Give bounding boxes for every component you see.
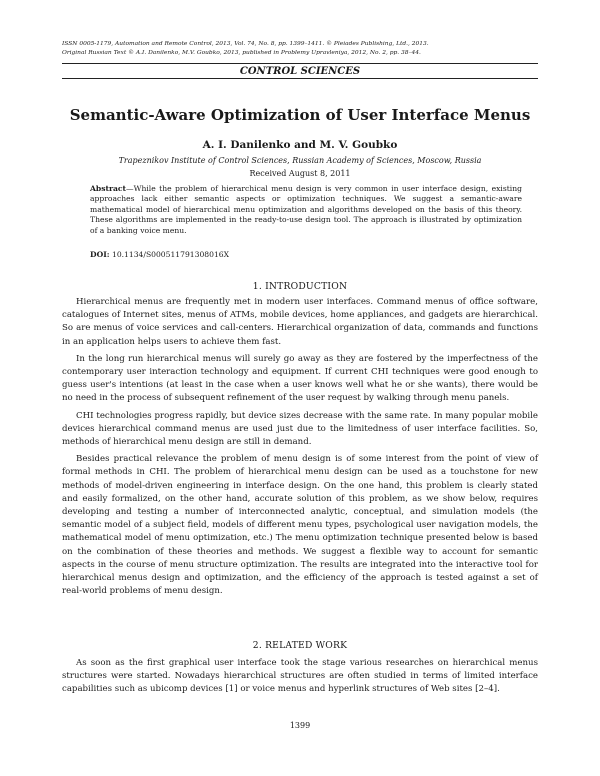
header-rule-top — [62, 63, 538, 64]
section-heading-related-work: 2. RELATED WORK — [252, 640, 348, 651]
related-work-body — [62, 657, 538, 701]
journal-header — [62, 40, 542, 58]
paragraph: CHI technologies progress rapidly, but device sizes decrease with the same rate. In many popular mobile devices hierarchical command menus are used just due to the limitedness of user interface facilities. So, methods of hierarchical menu design are still in demand. — [62, 410, 538, 448]
page-number: 1399 — [289, 721, 311, 730]
doi-label: DOI: — [90, 250, 110, 259]
paragraph: Besides practical relevance the problem of menu design is of some interest from the point of view of formal methods in CHI. The problem of hierarchical menu design can be used as a touchstone for new methods of model-driven engineering in interface design. On the one hand, this problem is clearly stated and easily formalized, on the other hand, accurate solution of this problem, as we show below, requires developing and testing a number of interconnected analytic, conceptual, and simulation models (the semantic model of a subject field, models of different menu types, psychological user navigation models, the mathematical model of menu optimization, etc.) The menu optimization technique presented below is based on the combination of these theories and methods. We suggest a flexible way to account for semantic aspects in the course of menu structure optimization. The results are integrated into the interactive tool for hierarchical menus design and optimization, and the efficiency of the approach is tested against a set of real-world problems of menu design. — [62, 454, 538, 597]
section-heading-introduction: 1. INTRODUCTION — [252, 281, 348, 292]
paragraph: As soon as the first graphical user interface took the stage various researches on hierarchical menus structures were started. Nowadays hierarchical structures are often studied in terms of limited interface capabilities such as ubicomp devices [1] or voice menus and hyperlink structures of Web sites [2–4]. — [62, 658, 538, 695]
paragraph: Hierarchical menus are frequently met in modern user interfaces. Command menus of office software, catalogues of Internet sites, menus of ATMs, mobile devices, home appliances, and gadgets are hierarchical. So are menus of voice services and call-centers. Hierarchical organization of data, commands and functions in an application helps users to achieve them fast. — [62, 297, 538, 347]
introduction-body — [62, 296, 538, 602]
journal-citation-line: ISSN 0005-1179, Automation and Remote Control, 2013, Vol. 74, No. 8, pp. 1399–1411. © Pleiades Publishing, Ltd., 2013. — [62, 41, 429, 47]
paper-title: Semantic-Aware Optimization of User Interface Menus — [69, 106, 531, 124]
original-text-line: Original Russian Text © A.I. Danilenko, M.V. Goubko, 2013, published in Problemy Upravleniya, 2012, No. 2, pp. 38–44. — [62, 50, 421, 56]
doi — [90, 250, 229, 259]
affiliation: Trapeznikov Institute of Control Sciences, Russian Academy of Sciences, Moscow, Russia — [118, 156, 482, 165]
abstract-label: Abstract — [90, 184, 127, 193]
abstract — [90, 184, 522, 236]
authors: A. I. Danilenko and M. V. Goubko — [202, 139, 398, 151]
received-date: Received August 8, 2011 — [249, 169, 351, 178]
paragraph: In the long run hierarchical menus will surely go away as they are fostered by the imperfectness of the contemporary user interaction technology and equipment. If current CHI techniques were good enough to guess user's intentions (at least in the case when a user knows well what he or she wants), there would be no need in the process of subsequent refinement of the user request by walking through menu panels. — [62, 353, 538, 404]
abstract-text: —While the problem of hierarchical menu design is very common in user interface design, existing approaches lack either semantic aspects or optimization techniques. We suggest a semantic-aware mathematical model of hierarchical menu optimization and algorithms developed on the basis of this theory. These algorithms are implemented in the ready-to-use design tool. The approach is illustrated by optimization of a banking voice menu. — [90, 184, 522, 235]
header-rule-bottom — [62, 78, 538, 79]
doi-value[interactable]: 10.1134/S000511791308016X — [111, 250, 230, 259]
section-label: CONTROL SCIENCES — [0, 66, 600, 77]
